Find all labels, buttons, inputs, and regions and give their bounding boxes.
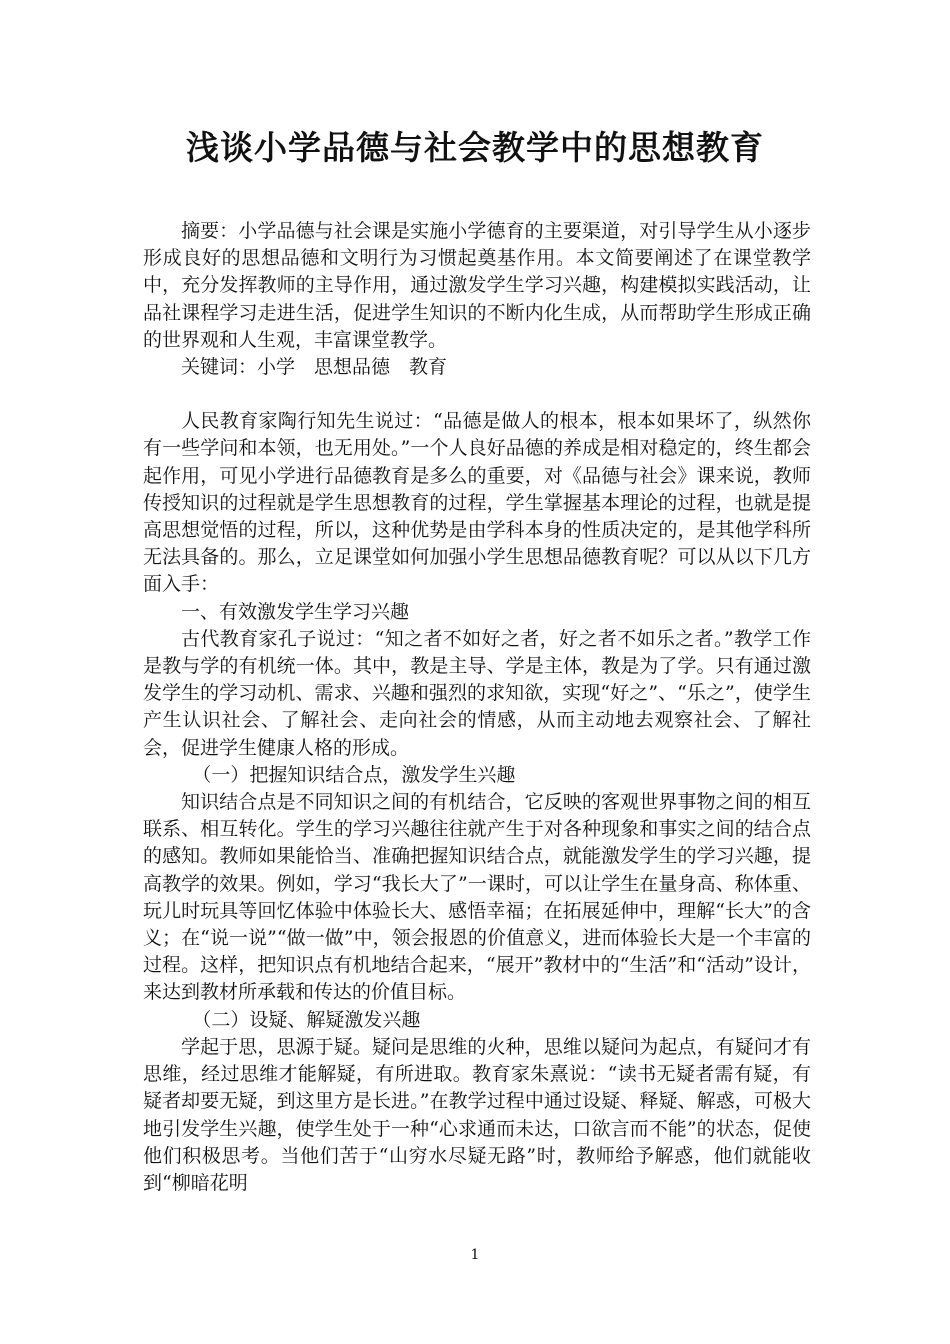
section-heading-1: 一、有效激发学生学习兴趣: [181, 600, 410, 623]
document-body: [143, 218, 811, 1197]
subsection-1-paragraph: 知识结合点是不同知识之间的有机结合，它反映的客观世界事物之间的相互联系、相互转化。学生的学习兴趣往往就产生于对各种现象和事实之间的结合点的感知。教师如果能恰当、准确把握知识结合点，就能激发学生的学习兴趣，提高教学的效果。例如，学习“我长大了”一课时，可以让学生在量身高、称体重、玩儿时玩具等回忆体验中体验长大、感悟幸福；在拓展延伸中，理解“长大”的含义；在“说一说”“做一做”中，领会报恩的价值意义，进而体验长大是一个丰富的过程。这样，把知识点有机地结合起来，“展开”教材中的“生活”和“活动”设计，来达到教材所承载和传达的价值目标。: [143, 791, 811, 1004]
abstract-paragraph: 摘要：小学品德与社会课是实施小学德育的主要渠道，对引导学生从小逐步形成良好的思想品德和文明行为习惯起奠基作用。本文简要阐述了在课堂教学中，充分发挥教师的主导作用，通过激发学生学习兴趣，构建模拟实践活动，让品社课程学习走进生活，促进学生知识的不断内化生成，从而帮助学生形成正确的世界观和人生观，丰富课堂教学。: [143, 220, 811, 351]
subsection-2-paragraph: 学起于思，思源于疑。疑问是思维的火种，思维以疑问为起点，有疑问才有思维，经过思维才能解疑，有所进取。教育家朱熹说：“读书无疑者需有疑，有疑者却要无疑，到这里方是长进。”在教学过程中通过设疑、释疑、解惑，可极大地引发学生兴趣，使学生处于一种“心求通而未达，口欲言而不能”的状态，促使他们积极思考。当他们苦于“山穷水尽疑无路”时，教师给予解惑，他们就能收到“柳暗花明: [143, 1035, 811, 1194]
subsection-heading-1: （一）把握知识结合点，激发学生兴趣: [192, 763, 516, 786]
section-1-paragraph: 古代教育家孔子说过：“知之者不如好之者，好之者不如乐之者。”教学工作是教与学的有机统一体。其中，教是主导、学是主体，教是为了学。只有通过激发学生的学习动机、需求、兴趣和强烈的求知欲，实现“好之”、“乐之”，使学生产生认识社会、了解社会、走向社会的情感，从而主动地去观察社会、了解社会，促进学生健康人格的形成。: [143, 627, 811, 759]
page-number: 1: [470, 1247, 480, 1263]
keywords-line: 关键词：小学 思想品德 教育: [181, 356, 448, 379]
document-title: 浅谈小学品德与社会教学中的思想教育: [186, 128, 764, 167]
subsection-heading-2: （二）设疑、解疑激发兴趣: [192, 1008, 421, 1031]
intro-paragraph: 人民教育家陶行知先生说过：“品德是做人的根本，根本如果坏了，纵然你有一些学问和本领，也无用处。”一个人良好品德的养成是相对稳定的，终生都会起作用，可见小学进行品德教育是多么的重要，对《品德与社会》课来说，教师传授知识的过程就是学生思想教育的过程，学生掌握基本理论的过程，也就是提高思想觉悟的过程，所以，这种优势是由学科本身的性质决定的，是其他学科所无法具备的。那么，立足课堂如何加强小学生思想品德教育呢？可以从以下几方面入手：: [143, 410, 811, 596]
